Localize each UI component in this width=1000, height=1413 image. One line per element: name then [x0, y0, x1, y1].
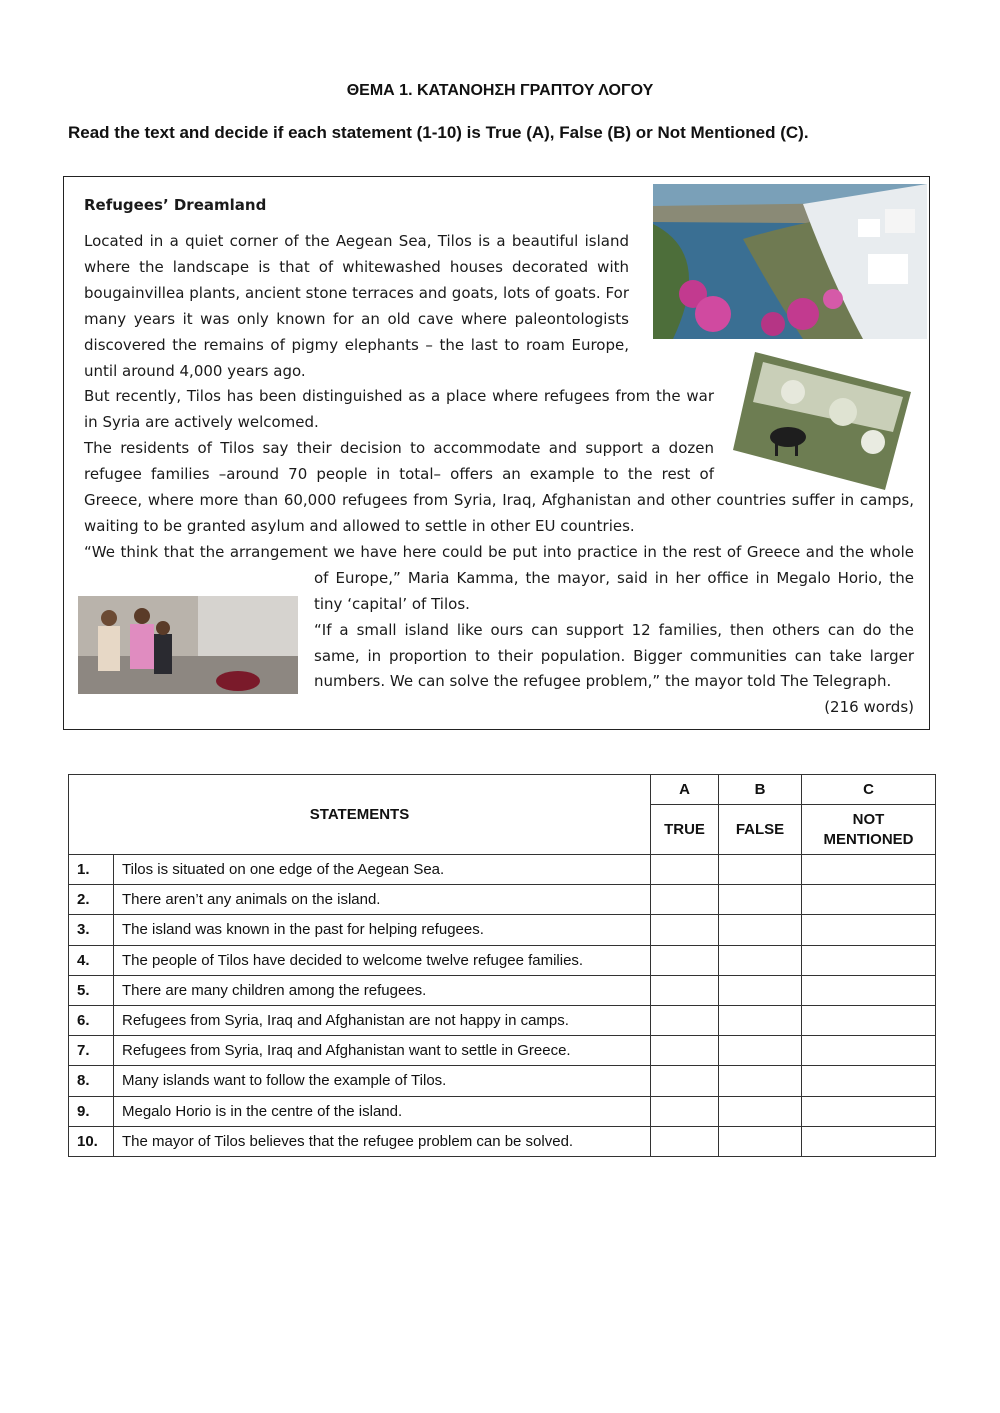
- answer-true-cell[interactable]: [651, 945, 719, 975]
- statement-number: 1.: [69, 855, 114, 885]
- statement-number: 10.: [69, 1126, 114, 1156]
- statement-text: Tilos is situated on one edge of the Aegean Sea.: [114, 855, 651, 885]
- answer-not-mentioned-cell[interactable]: [802, 1005, 936, 1035]
- answer-not-mentioned-cell[interactable]: [802, 1036, 936, 1066]
- answer-not-mentioned-cell[interactable]: [802, 975, 936, 1005]
- answer-false-cell[interactable]: [719, 1126, 802, 1156]
- statement-text: Refugees from Syria, Iraq and Afghanistan want to settle in Greece.: [114, 1036, 651, 1066]
- answer-not-mentioned-cell[interactable]: [802, 915, 936, 945]
- statements-header: STATEMENTS: [69, 775, 651, 855]
- statement-text: The people of Tilos have decided to welcome twelve refugee families.: [114, 945, 651, 975]
- answer-true-cell[interactable]: [651, 975, 719, 1005]
- table-row: [69, 1096, 936, 1126]
- answer-false-cell[interactable]: [719, 1036, 802, 1066]
- col-letter-c: C: [802, 775, 936, 805]
- answer-false-cell[interactable]: [719, 1096, 802, 1126]
- answer-not-mentioned-cell[interactable]: [802, 1126, 936, 1156]
- answer-true-cell[interactable]: [651, 1096, 719, 1126]
- answer-false-cell[interactable]: [719, 945, 802, 975]
- statement-number: 4.: [69, 945, 114, 975]
- statement-number: 2.: [69, 885, 114, 915]
- table-row: [69, 1126, 936, 1156]
- statement-text: Megalo Horio is in the centre of the island.: [114, 1096, 651, 1126]
- statement-text: There aren’t any animals on the island.: [114, 885, 651, 915]
- paragraph-2: But recently, Tilos has been distinguished as a place where refugees from the war in Syria are actively welcomed.: [84, 387, 714, 432]
- col-letter-b: B: [719, 775, 802, 805]
- paragraph-4-line1: “We think that the arrangement we have here could be put into practice in the rest of Greece and the whole: [84, 542, 914, 561]
- statement-text: There are many children among the refugees.: [114, 975, 651, 1005]
- table-row: [69, 885, 936, 915]
- answer-true-cell[interactable]: [651, 1066, 719, 1096]
- answer-true-cell[interactable]: [651, 1036, 719, 1066]
- answer-false-cell[interactable]: [719, 1066, 802, 1096]
- paragraph-3: The residents of Tilos say their decision to accommodate and support a dozen refugee families –around 70 people in total– offers an example to the rest of Greece, where more than 60,000 refugees from Syria, Iraq, Afghanistan and other countries suffer in camps, waiting to be granted asylum and allowed to settle in other EU countries.: [84, 439, 914, 535]
- answer-true-cell[interactable]: [651, 1126, 719, 1156]
- paragraph-5: “If a small island like ours can support 12 families, then others can do the same, in proportion to their population. Bigger communities can take larger numbers. We can solve the refugee problem,” the mayor told The Telegraph.: [314, 620, 914, 691]
- paragraph-1: Located in a quiet corner of the Aegean Sea, Tilos is a beautiful island where the landscape is that of whitewashed houses decorated with bougainvillea plants, ancient stone terraces and goats, lots of goats. For many years it was only known for an old cave where paleontologists discovered the remains of pigmy elephants – the last to roam Europe, until around 4,000 years ago.: [84, 232, 629, 380]
- statement-number: 5.: [69, 975, 114, 1005]
- paragraph-4-rest: of Europe,” Maria Kamma, the mayor, said in her office in Megalo Horio, the tiny ‘capital’ of Tilos.: [314, 568, 914, 613]
- table-row: [69, 855, 936, 885]
- statement-number: 7.: [69, 1036, 114, 1066]
- instruction-text: Read the text and decide if each statement (1-10) is True (A), False (B) or Not Mentioned (C).: [68, 123, 809, 142]
- table-row: [69, 975, 936, 1005]
- statement-number: 8.: [69, 1066, 114, 1096]
- answer-false-cell[interactable]: [719, 975, 802, 1005]
- answer-true-cell[interactable]: [651, 885, 719, 915]
- statement-number: 9.: [69, 1096, 114, 1126]
- passage-title: Refugees’ Dreamland: [84, 196, 267, 214]
- col-label-not-mentioned: NOT MENTIONED: [802, 805, 936, 855]
- answer-false-cell[interactable]: [719, 915, 802, 945]
- island-coast-photo: [653, 184, 927, 339]
- answer-false-cell[interactable]: [719, 1005, 802, 1035]
- word-count: (216 words): [824, 698, 914, 717]
- statement-number: 3.: [69, 915, 114, 945]
- statement-text: The mayor of Tilos believes that the refugee problem can be solved.: [114, 1126, 651, 1156]
- answer-false-cell[interactable]: [719, 855, 802, 885]
- answer-false-cell[interactable]: [719, 885, 802, 915]
- statement-text: Refugees from Syria, Iraq and Afghanistan are not happy in camps.: [114, 1005, 651, 1035]
- table-row: [69, 915, 936, 945]
- answer-not-mentioned-cell[interactable]: [802, 855, 936, 885]
- col-letter-a: A: [651, 775, 719, 805]
- answer-true-cell[interactable]: [651, 915, 719, 945]
- answer-not-mentioned-cell[interactable]: [802, 1066, 936, 1096]
- answer-true-cell[interactable]: [651, 1005, 719, 1035]
- table-row: [69, 1066, 936, 1096]
- answer-true-cell[interactable]: [651, 855, 719, 885]
- answer-not-mentioned-cell[interactable]: [802, 1096, 936, 1126]
- statement-number: 6.: [69, 1005, 114, 1035]
- table-row: [69, 1036, 936, 1066]
- answer-not-mentioned-cell[interactable]: [802, 945, 936, 975]
- answer-not-mentioned-cell[interactable]: [802, 885, 936, 915]
- col-label-true: TRUE: [651, 805, 719, 855]
- statement-text: The island was known in the past for helping refugees.: [114, 915, 651, 945]
- col-label-false: FALSE: [719, 805, 802, 855]
- statement-text: Many islands want to follow the example of Tilos.: [114, 1066, 651, 1096]
- table-row: [69, 945, 936, 975]
- goats-photo: [733, 352, 913, 492]
- table-row: [69, 1005, 936, 1035]
- refugee-children-photo: [78, 596, 298, 694]
- page-heading: ΘΕΜΑ 1. ΚΑΤΑΝΟΗΣΗ ΓΡΑΠΤΟΥ ΛΟΓΟΥ: [346, 82, 654, 99]
- statements-table: [68, 774, 936, 1157]
